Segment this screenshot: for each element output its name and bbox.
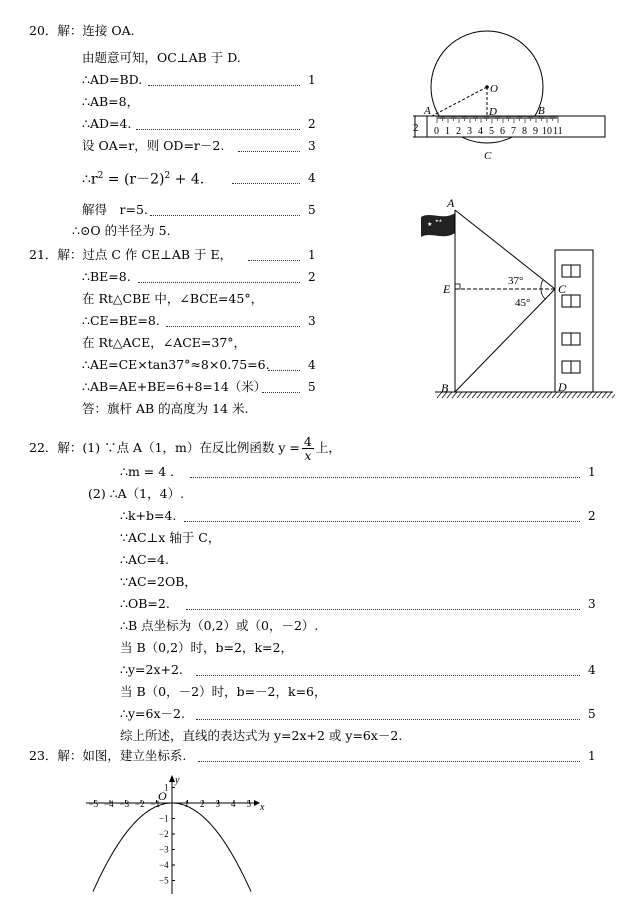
p22-score-4: 4 [588, 663, 596, 677]
segment-ac [455, 210, 555, 289]
p21-leader-2 [138, 282, 300, 283]
p22-header-b: 上， [315, 440, 341, 455]
figure-flagpole [415, 195, 615, 410]
segment-bc [455, 289, 555, 392]
p20-leader-1 [148, 85, 300, 86]
p22-line-11: 当 B（0，－2）时，b=－2，k=6， [120, 684, 327, 699]
segment-oa [432, 87, 487, 116]
y-tick-label: −2 [159, 829, 169, 839]
label-d: D [489, 106, 497, 118]
label-b: B [441, 381, 449, 395]
ruler-number: 8 [522, 126, 527, 137]
label-o: O [490, 83, 498, 95]
y-axis-label: y [175, 775, 180, 786]
figure-parabola [80, 772, 270, 897]
x-axis-label: x [260, 802, 265, 813]
p21-line-2: 在 Rt△CBE 中，∠BCE=45°， [82, 291, 264, 306]
origin-label: O [158, 789, 167, 803]
p20-score-2: 2 [308, 117, 316, 131]
flag-star-icon: ★ [427, 222, 433, 228]
y-tick-label: −3 [159, 844, 169, 855]
p20-line-2: ∴AD=BD. [82, 72, 143, 87]
p20-leader-3 [238, 151, 300, 152]
p23-leader-1 [198, 761, 580, 762]
x-tick-label: 5 [246, 799, 251, 809]
p22-leader-3 [186, 609, 580, 610]
label-c: C [558, 282, 567, 296]
p22-fraction [302, 435, 314, 462]
label-a: A [424, 105, 431, 117]
p22-score-1: 1 [588, 465, 596, 479]
p20-eq-d: 2 [164, 171, 171, 181]
ruler-number: 10 [542, 126, 552, 137]
p20-line-7: 解得 r=5. [82, 202, 148, 217]
p20-leader-5 [150, 215, 300, 216]
p22-score-5: 5 [588, 707, 596, 721]
p22-line-10: ∴y=2x+2. [120, 662, 183, 677]
p20-line-1: 由题意可知，OC⊥AB 于 D. [82, 50, 241, 65]
p21-line-3: ∴CE=BE=8. [82, 313, 160, 328]
p20-score-1: 1 [308, 73, 316, 87]
x-tick-label: 4 [231, 799, 236, 809]
y-tick-label: 1 [164, 782, 169, 793]
p22-line-12: ∴y=6x－2. [120, 706, 185, 721]
p23-header: 23．解：如图，建立坐标系. [29, 748, 187, 763]
label-e: E [443, 282, 451, 296]
p21-score-2: 2 [308, 270, 316, 284]
p22-line-6: ∵AC=2OB， [120, 574, 197, 589]
x-tick-label: −1 [150, 799, 161, 809]
p21-score-3: 3 [308, 314, 316, 328]
y-tick-label: −5 [159, 875, 169, 886]
ground-hatching [437, 392, 615, 398]
p21-score-1: 1 [308, 248, 316, 262]
y-tick-label: −1 [159, 813, 169, 824]
ruler-number: 11 [553, 126, 563, 137]
p21-line-1: ∴BE=8. [82, 269, 131, 284]
axis-ticks [89, 783, 252, 886]
p23-score-1: 1 [588, 749, 596, 763]
figure-circle-ruler [410, 28, 610, 168]
p20-eq-e: + 4. [170, 171, 205, 188]
p21-leader-3 [166, 326, 300, 327]
arc-45 [541, 289, 545, 299]
p20-line-5: 设 OA=r，则 OD=r－2. [82, 138, 225, 153]
p22-header [29, 434, 341, 462]
p20-line-4: ∴AD=4. [82, 116, 132, 131]
label-angle-45: 45° [515, 297, 531, 309]
right-angle-e [455, 284, 460, 289]
p22-leader-2 [184, 521, 580, 522]
p22-frac-num: 4 [303, 434, 312, 449]
ruler-number: 4 [478, 126, 483, 137]
x-tick-label: −3 [119, 799, 130, 809]
ruler-number: 7 [511, 126, 516, 137]
p22-line-7: ∴OB=2. [120, 596, 170, 611]
x-tick-label: 3 [215, 799, 220, 809]
p20-leader-4 [232, 183, 300, 184]
p22-line-3: ∴k+b=4. [120, 508, 177, 523]
p22-frac-den: x [304, 448, 312, 463]
label-b: B [538, 105, 545, 117]
p22-line-1: ∴m = 4 . [120, 464, 175, 479]
label-d: D [558, 380, 567, 394]
p20-score-3: 3 [308, 139, 316, 153]
p22-line-5: ∴AC=4. [120, 552, 169, 567]
p22-leader-4 [196, 675, 580, 676]
ruler-number: 2 [456, 126, 461, 137]
p20-header: 20．解：连接 OA. [29, 23, 135, 38]
p22-header-a: 22．解：(1) ∵点 A（1，m）在反比例函数 y = [29, 440, 300, 455]
p21-leader-1 [248, 260, 300, 261]
y-tick-label: −4 [159, 860, 169, 870]
ruler-number: 1 [445, 126, 450, 137]
p21-line-6: ∴AB=AE+BE=6+8=14（米） [82, 379, 267, 394]
p22-score-3: 3 [588, 597, 596, 611]
p21-line-4: 在 Rt△ACE，∠ACE=37°， [82, 335, 247, 350]
p20-score-4: 4 [308, 171, 316, 185]
x-tick-label: −5 [88, 799, 99, 809]
ruler-number: 9 [533, 126, 538, 137]
p22-leader-5 [196, 719, 580, 720]
label-c: C [484, 150, 492, 162]
ruler-number: 0 [434, 126, 439, 137]
arc-37 [541, 280, 543, 289]
p22-line-8: ∴B 点坐标为（0,2）或（0，－2）. [120, 618, 319, 633]
p20-eq-c: = (r－2) [103, 171, 165, 188]
p22-score-2: 2 [588, 509, 596, 523]
p20-leader-2 [136, 129, 300, 130]
p20-eq-a: ∴r [82, 171, 98, 188]
building [555, 250, 593, 392]
p20-score-5: 5 [308, 203, 316, 217]
x-tick-label: 2 [200, 799, 205, 809]
p21-score-4: 4 [308, 358, 316, 372]
p22-conclusion: 综上所述，直线的表达式为 y=2x+2 或 y=6x－2. [120, 728, 403, 743]
ruler-number: 5 [489, 126, 494, 137]
p22-line-4: ∵AC⊥x 轴于 C， [120, 530, 221, 545]
p21-leader-5 [262, 392, 300, 393]
label-a: A [447, 196, 455, 210]
flag-star-small-icon: ★★ [435, 218, 443, 223]
p20-conclusion: ∴⊙O 的半径为 5. [72, 223, 171, 238]
p22-line-2: (2) ∴A（1，4）. [88, 486, 185, 501]
p20-equation [82, 168, 204, 188]
p20-line-3: ∴AB=8， [82, 94, 140, 109]
ruler-number: 3 [467, 126, 472, 137]
p20-eq-b: 2 [97, 171, 104, 181]
x-tick-label: −4 [104, 799, 114, 809]
ruler-number: 6 [500, 126, 505, 137]
p21-score-5: 5 [308, 380, 316, 394]
x-tick-label: 1 [184, 799, 189, 809]
p21-header: 21．解：过点 C 作 CE⊥AB 于 E， [29, 247, 233, 262]
p21-answer: 答：旗杆 AB 的高度为 14 米. [82, 401, 249, 416]
ruler-side-label: 2 [413, 122, 419, 134]
p21-leader-4 [268, 370, 300, 371]
x-tick-label: −2 [135, 799, 145, 809]
p21-line-5: ∴AE=CE×tan37°≈8×0.75=6. [82, 357, 270, 372]
p22-line-9: 当 B（0,2）时，b=2，k=2， [120, 640, 293, 655]
p22-leader-1 [190, 477, 580, 478]
label-angle-37: 37° [508, 275, 524, 287]
